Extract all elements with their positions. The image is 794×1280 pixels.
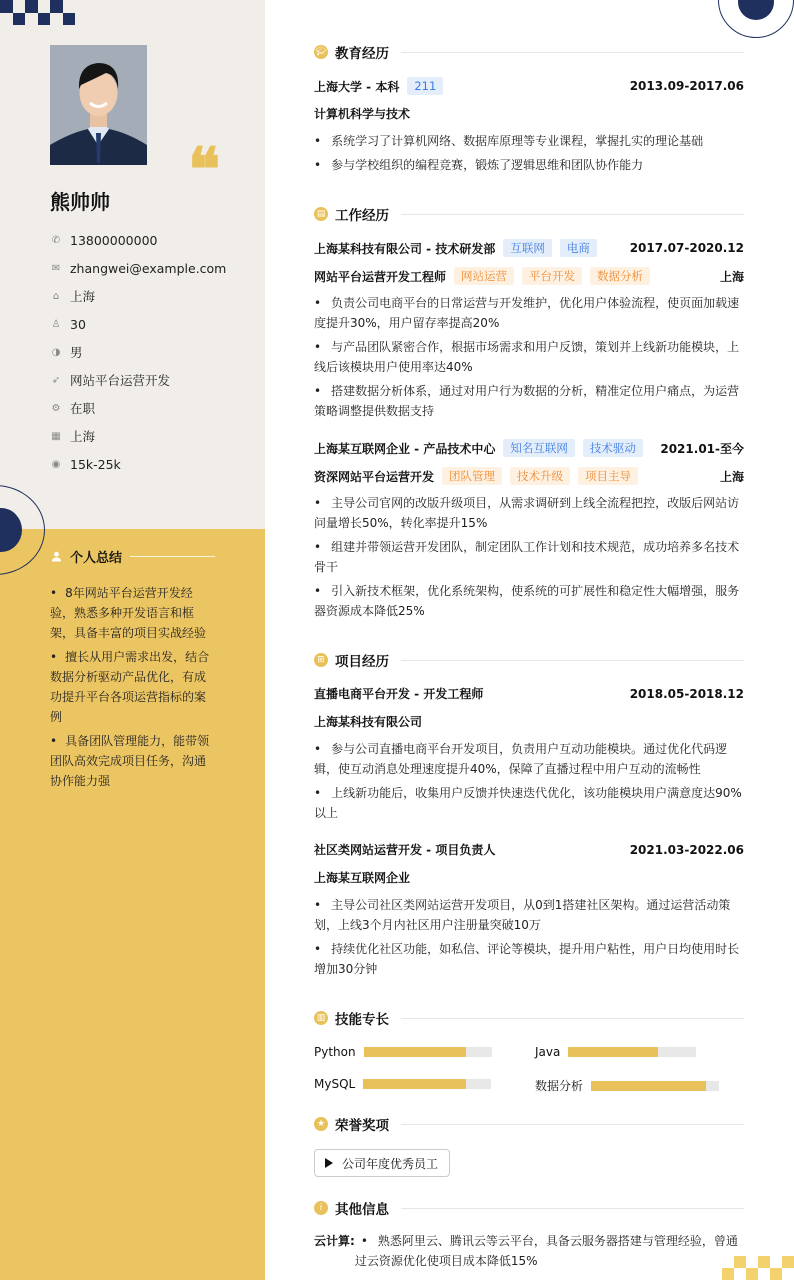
- company-tag: 知名互联网: [503, 439, 575, 457]
- project-company-row: [314, 869, 744, 886]
- skill-bar: [591, 1081, 719, 1091]
- skill-bar-fill: [568, 1047, 658, 1057]
- skill-tag: 平台开发: [522, 267, 582, 285]
- skill-bar-fill: [363, 1079, 465, 1089]
- skill-name: Java: [535, 1045, 561, 1059]
- job-city: 上海: [719, 469, 744, 484]
- project-company: 上海某互联网企业: [314, 871, 411, 885]
- list-item: • 搭建数据分析体系，通过对用户行为数据的分析，精准定位用户痛点，为运营策略调整提供数据支持: [314, 381, 744, 421]
- info-icon: i: [314, 1201, 328, 1215]
- divider: [401, 214, 744, 215]
- list-item: • 擅长从用户需求出发，结合数据分析驱动产品优化，有成功提升平台各项运营指标的案例: [50, 647, 215, 727]
- info-value: 30: [70, 316, 86, 332]
- phone-icon: ✆: [51, 234, 61, 246]
- section-title: 教育经历: [335, 46, 389, 62]
- list-item: • 8年网站平台运营开发经验，熟悉多种开发语言和框架，具备丰富的项目实战经验: [50, 583, 215, 643]
- graduation-cap-icon: 🎓︎: [315, 47, 327, 57]
- quote-mark-icon: ❝: [188, 135, 215, 205]
- award-icon: ★: [314, 1117, 328, 1131]
- job-date: 2017.07-2020.12: [629, 241, 744, 255]
- list-item: • 系统学习了计算机网络、数据库原理等专业课程，掌握扎实的理论基础: [314, 131, 744, 151]
- skill-bar: [364, 1047, 492, 1057]
- skill-name: Python: [314, 1045, 356, 1059]
- education-date: 2013.09-2017.06: [629, 79, 744, 93]
- skill-data-analysis: [535, 1077, 719, 1094]
- company: 上海某科技有限公司 - 技术研发部: [314, 241, 496, 256]
- checker-decoration-bottom-right: [722, 1256, 794, 1280]
- position: 资深网站平台运营开发: [314, 469, 435, 484]
- company-tag: 技术驱动: [583, 439, 643, 457]
- skills-header: [314, 1008, 744, 1028]
- school: 上海大学 - 本科: [314, 79, 400, 94]
- info-value: 男: [70, 345, 83, 360]
- project-company: 上海某科技有限公司: [314, 715, 423, 729]
- user-icon: [50, 551, 62, 563]
- education-row: [314, 77, 744, 95]
- position-row: [314, 467, 744, 485]
- info-value: 13800000000: [70, 232, 158, 248]
- send-icon: ➶: [51, 374, 61, 386]
- play-icon: [325, 1158, 333, 1168]
- info-row: [50, 338, 226, 366]
- skill-tag: 技术升级: [510, 467, 570, 485]
- skill-name: MySQL: [314, 1077, 356, 1091]
- job-duties: [314, 293, 744, 425]
- project-details: [314, 895, 744, 983]
- contact-info: [50, 226, 226, 478]
- divider: [130, 556, 215, 557]
- info-value: 网站平台运营开发: [70, 373, 171, 388]
- list-item: • 负责公司电商平台的日常运营与开发维护，优化用户体验流程，使页面加载速度提升30%，用户留存率提高20%: [314, 293, 744, 333]
- skill-mysql: [314, 1077, 491, 1091]
- job-row: [314, 239, 744, 257]
- divider: [401, 1124, 744, 1125]
- award-item[interactable]: [314, 1149, 450, 1177]
- project-name: 社区类网站运营开发 - 项目负责人: [314, 843, 496, 857]
- work-header: [314, 204, 744, 224]
- info-value: 在职: [70, 401, 96, 416]
- building-icon: ▦: [51, 430, 61, 442]
- info-row: [50, 226, 226, 254]
- info-row: [50, 254, 226, 282]
- summary-list: [50, 583, 215, 795]
- job-date: 2021.01-至今: [660, 441, 744, 456]
- skill-name: 数据分析: [535, 1079, 584, 1093]
- skill-python: [314, 1045, 492, 1059]
- list-item: • 持续优化社区功能，如私信、评论等模块，提升用户粘性，用户日均使用时长增加30分钟: [314, 939, 744, 979]
- other-key: 云计算:: [314, 1234, 355, 1248]
- job-row: [314, 439, 744, 457]
- grid-icon: ⊞: [314, 653, 328, 667]
- divider: [401, 52, 744, 53]
- info-value: 上海: [70, 289, 96, 304]
- project-row: [314, 841, 744, 858]
- skill-tag: 团队管理: [442, 467, 502, 485]
- skill-bar-fill: [364, 1047, 466, 1057]
- education-list: [314, 131, 744, 179]
- section-title: 项目经历: [335, 654, 389, 670]
- profile-photo: [50, 45, 147, 165]
- skill-tag: 数据分析: [590, 267, 650, 285]
- company: 上海某互联网企业 - 产品技术中心: [314, 441, 496, 456]
- project-name: 直播电商平台开发 - 开发工程师: [314, 687, 484, 701]
- checker-decoration-top-left: [0, 0, 75, 25]
- position-row: [314, 267, 744, 285]
- section-title: 荣誉奖项: [335, 1118, 389, 1134]
- list-item: • 与产品团队紧密合作，根据市场需求和用户反馈，策划并上线新功能模块，上线后该模块用户使用率达40%: [314, 337, 744, 377]
- skill-bar: [568, 1047, 696, 1057]
- project-company-row: [314, 713, 744, 730]
- info-value: 上海: [70, 429, 96, 444]
- section-title: 技能专长: [335, 1012, 389, 1028]
- info-row: [50, 450, 226, 478]
- school-tag: 211: [407, 77, 443, 95]
- skill-java: [535, 1045, 696, 1059]
- job-city: 上海: [719, 269, 744, 284]
- skill-tag: 项目主导: [578, 467, 638, 485]
- list-item: • 上线新功能后，收集用户反馈并快速迭代优化，该功能模块用户满意度达90%以上: [314, 783, 744, 823]
- projects-header: [314, 650, 744, 670]
- award-label: 公司年度优秀员工: [342, 1156, 439, 1171]
- position: 网站平台运营开发工程师: [314, 269, 447, 284]
- info-row: [50, 366, 226, 394]
- major-row: [314, 105, 744, 122]
- divider: [401, 1018, 744, 1019]
- home-icon: ⌂: [52, 290, 60, 302]
- gender-icon: ◑: [51, 346, 61, 358]
- education-header: [314, 42, 744, 62]
- skill-bar: [363, 1079, 491, 1089]
- candidate-name: 熊帅帅: [50, 190, 110, 214]
- summary-header: [50, 547, 215, 566]
- list-item: • 主导公司官网的改版升级项目，从需求调研到上线全流程把控，改版后网站访问量增长50%，转化率提升15%: [314, 493, 744, 533]
- skill-bar-fill: [591, 1081, 706, 1091]
- age-icon: ♙: [51, 318, 61, 330]
- divider: [401, 660, 744, 661]
- section-title: 其他信息: [335, 1202, 389, 1218]
- info-row: [50, 310, 226, 338]
- major: 计算机科学与技术: [314, 107, 411, 121]
- list-item: • 引入新技术框架，优化系统架构，使系统的可扩展性和稳定性大幅增强，服务器资源成本降低25%: [314, 581, 744, 621]
- list-item: • 主导公司社区类网站运营开发项目，从0到1搭建社区架构。通过运营活动策划，上线3个月内社区用户注册量突破10万: [314, 895, 744, 935]
- list-item: • 组建并带领运营开发团队，制定团队工作计划和技术规范，成功培养多名技术骨干: [314, 537, 744, 577]
- job-duties: [314, 493, 744, 625]
- skill-tag: 网站运营: [454, 267, 514, 285]
- other-value: • 熟悉阿里云、腾讯云等云平台，具备云服务器搭建与管理经验，曾通过云资源优化使项目成本降低15%: [355, 1231, 744, 1271]
- other-item: [314, 1231, 744, 1271]
- chart-icon: ▥: [314, 1011, 328, 1025]
- company-tag: 互联网: [503, 239, 552, 257]
- status-icon: ⚙: [51, 402, 61, 414]
- honors-header: [314, 1114, 744, 1134]
- project-date: 2018.05-2018.12: [629, 686, 744, 701]
- project-date: 2021.03-2022.06: [629, 842, 744, 857]
- info-value: zhangwei@example.com: [70, 260, 227, 276]
- salary-icon: ◉: [51, 458, 61, 470]
- divider: [401, 1208, 744, 1209]
- company-tag: 电商: [560, 239, 597, 257]
- section-title: 工作经历: [335, 208, 389, 224]
- project-details: [314, 739, 744, 827]
- list-item: • 参与学校组织的编程竞赛，锻炼了逻辑思维和团队协作能力: [314, 155, 744, 175]
- info-row: [50, 422, 226, 450]
- list-item: • 具备团队管理能力，能带领团队高效完成项目任务，沟通协作能力强: [50, 731, 215, 791]
- info-row: [50, 282, 226, 310]
- info-row: [50, 394, 226, 422]
- project-row: [314, 685, 744, 702]
- summary-title: 个人总结: [70, 551, 123, 566]
- briefcase-icon: ▤: [314, 207, 328, 221]
- list-item: • 参与公司直播电商平台开发项目，负责用户互动功能模块。通过优化代码逻辑，使互动消息处理速度提升40%，保障了直播过程中用户互动的流畅性: [314, 739, 744, 779]
- info-value: 15k-25k: [70, 456, 121, 472]
- mail-icon: ✉: [51, 262, 61, 274]
- other-header: [314, 1198, 744, 1218]
